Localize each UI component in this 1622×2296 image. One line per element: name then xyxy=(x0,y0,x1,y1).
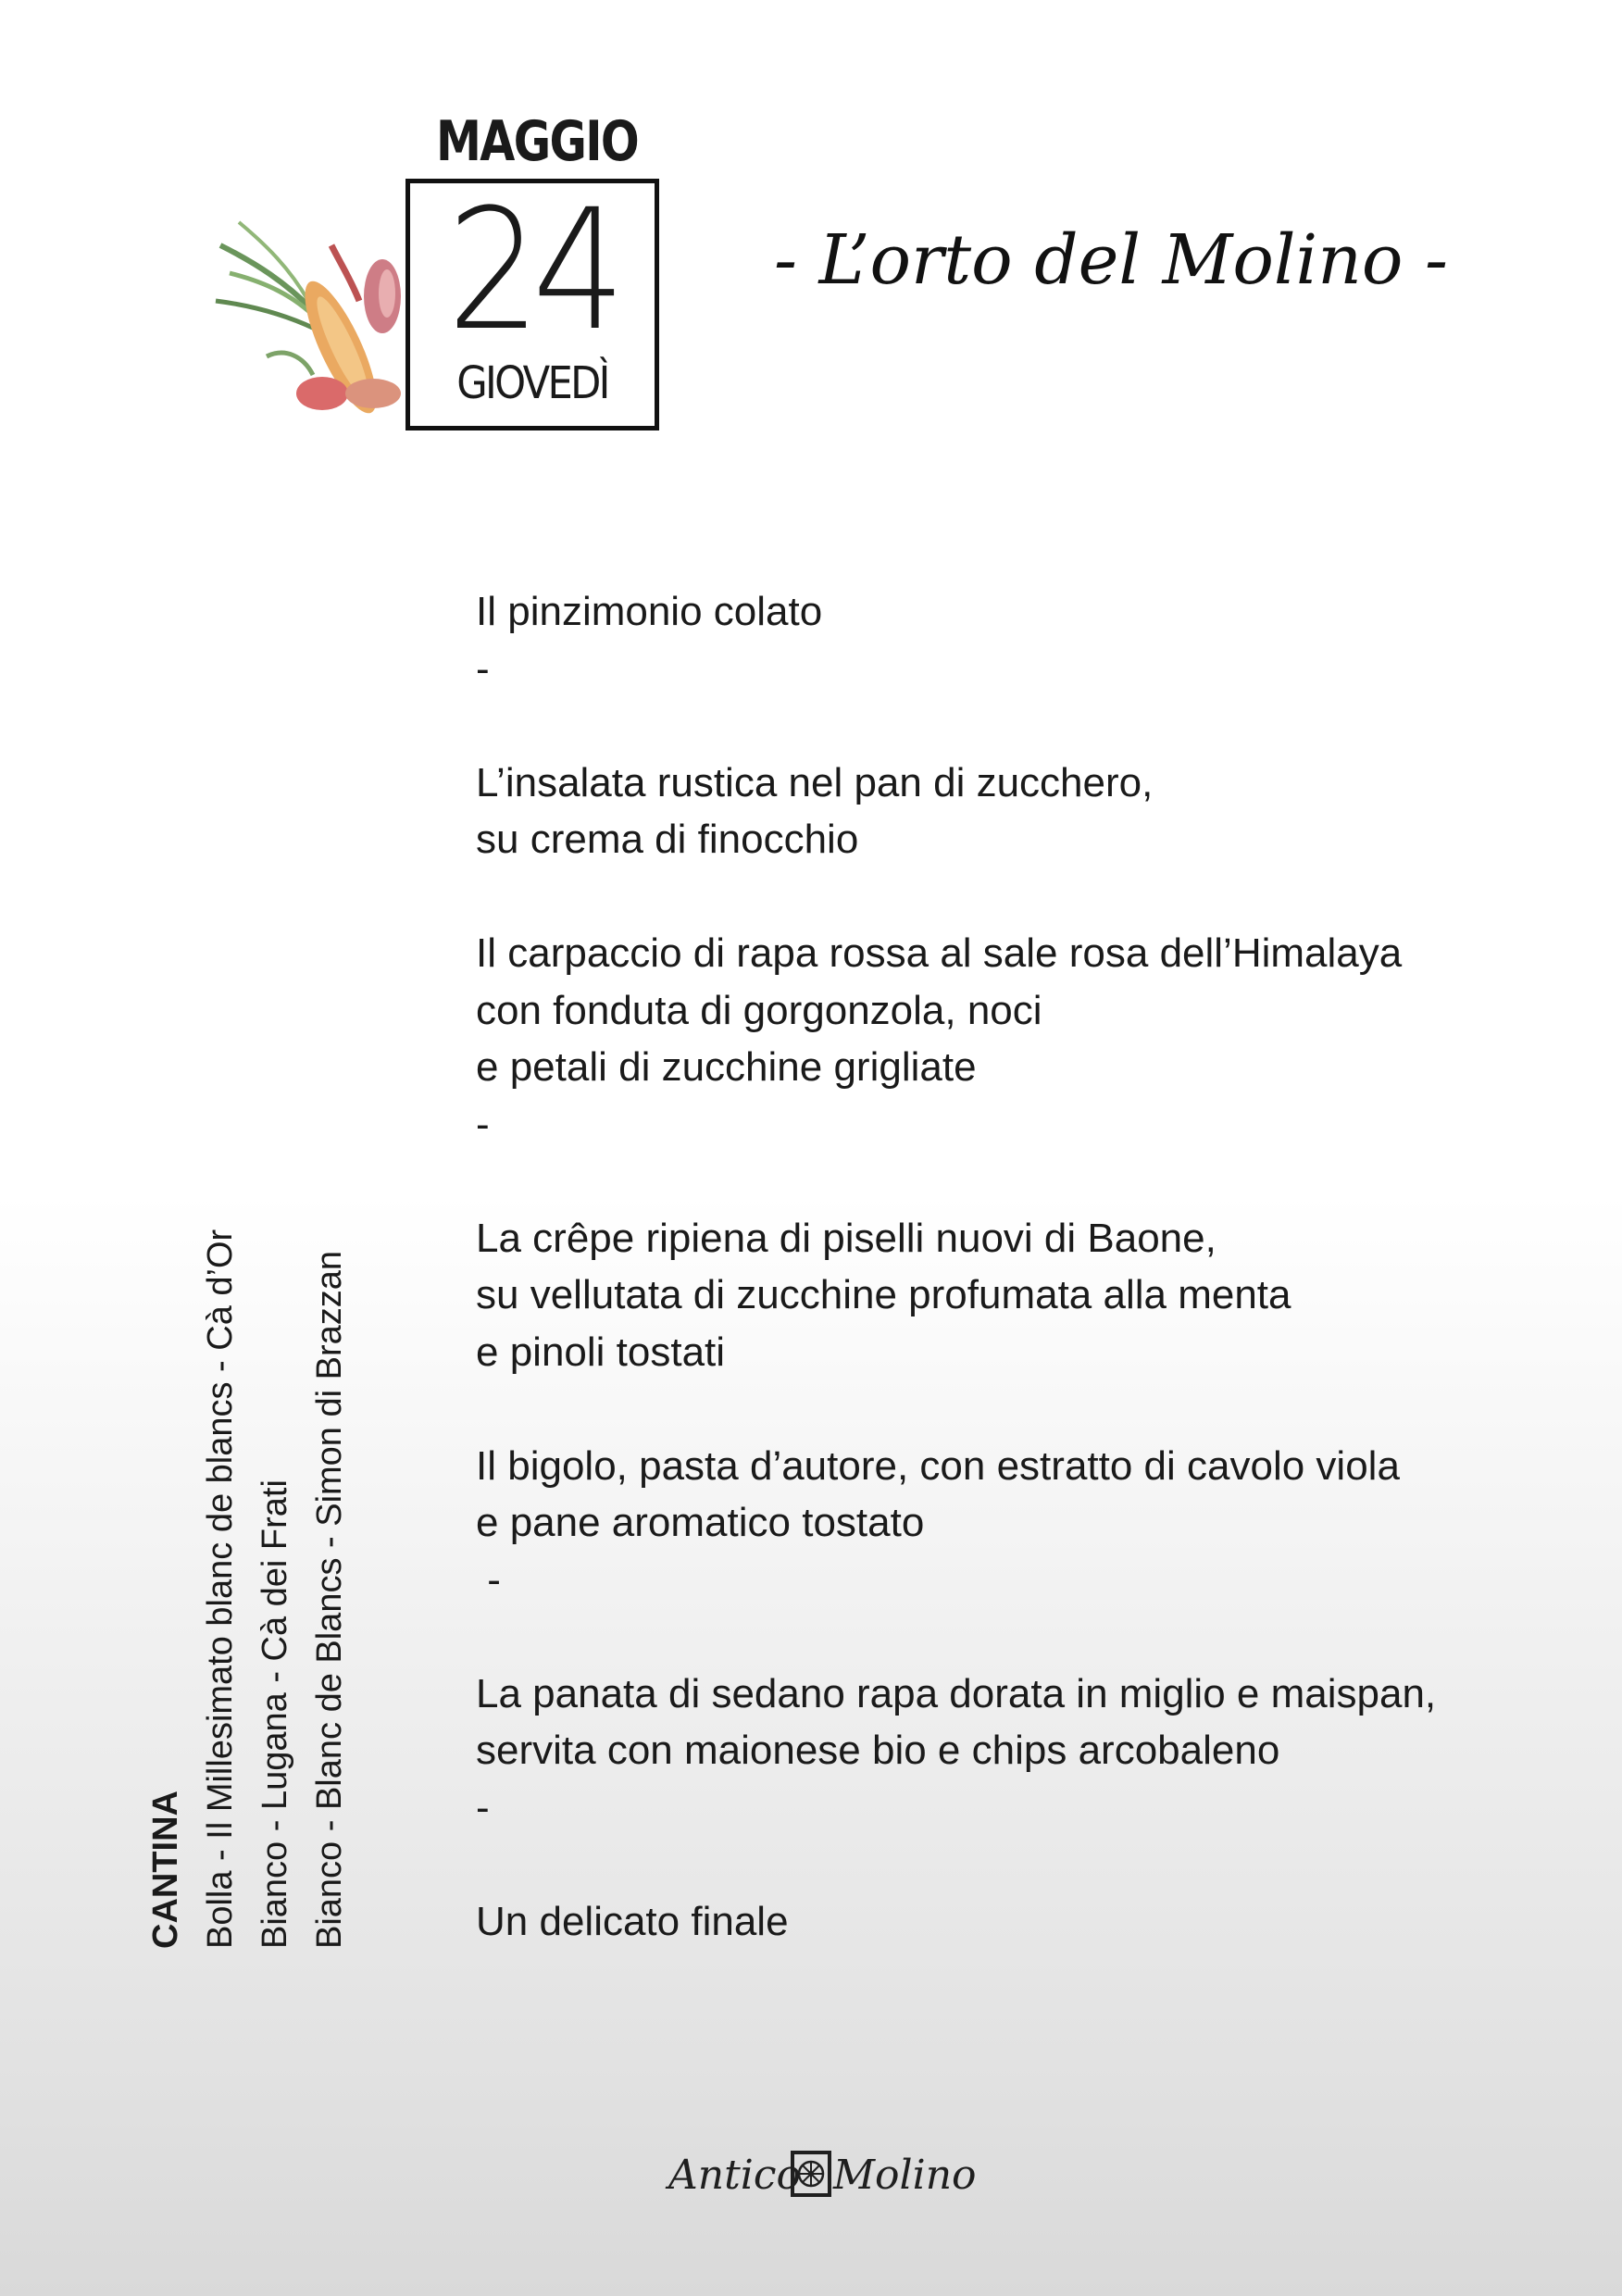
antico-molino-logo xyxy=(657,2146,977,2211)
menu-line: su vellutata di zucchine profumata alla menta xyxy=(476,1272,1291,1317)
menu-line: e petali di zucchine grigliate xyxy=(476,1044,977,1090)
menu-separator: - xyxy=(476,1556,501,1603)
menu-line: La panata di sedano rapa dorata in miglio e maispan, xyxy=(476,1670,1437,1716)
menu-line: con fonduta di gorgonzola, noci xyxy=(476,987,1042,1033)
mill-wheel-icon xyxy=(790,2148,832,2200)
menu-line: Il bigolo, pasta d’autore, con estratto di cavolo viola xyxy=(476,1442,1400,1489)
menu-line xyxy=(476,1380,1568,1438)
menu-list xyxy=(476,583,1568,1950)
logo-word-molino: Molino xyxy=(833,2152,977,2199)
logo-word-antico: Antico xyxy=(668,2152,801,2199)
menu-line xyxy=(476,1153,1568,1210)
wine-item: Bolla - Il Millesimato blanc de blancs - Cà d’Or xyxy=(201,1229,240,1949)
menu-line xyxy=(476,697,1568,755)
menu-line: servita con maionese bio e chips arcobaleno xyxy=(476,1728,1280,1773)
menu-separator: - xyxy=(476,1101,490,1147)
menu-line: La crêpe ripiena di piselli nuovi di Baone, xyxy=(476,1215,1216,1261)
wine-item: Bianco - Blanc de Blancs - Simon di Brazzan xyxy=(310,1250,349,1949)
cantina-section xyxy=(139,1208,361,1949)
menu-line: Il pinzimonio colato xyxy=(476,589,823,634)
vegetables-illustration xyxy=(211,208,410,430)
menu-line: e pinoli tostati xyxy=(476,1329,726,1375)
day-number: 24 xyxy=(447,174,618,368)
menu-line: e pane aromatico tostato xyxy=(476,1500,925,1545)
menu-line xyxy=(476,868,1568,926)
menu-line: su crema di finocchio xyxy=(476,817,859,862)
menu-line: L’insalata rustica nel pan di zucchero, xyxy=(476,759,1154,805)
menu-line xyxy=(476,1836,1568,1893)
month-label: MAGGIO xyxy=(435,109,639,174)
date-box xyxy=(406,174,659,430)
menu-title: - L’orto del Molino - xyxy=(774,220,1448,300)
menu-line xyxy=(476,1608,1568,1666)
menu-line: Il carpaccio di rapa rossa al sale rosa dell’Himalaya xyxy=(476,930,1403,976)
menu-line: Un delicato finale xyxy=(476,1898,789,1944)
cantina-heading: CANTINA xyxy=(146,1791,185,1949)
weekday-label: GIOVEDÌ xyxy=(456,357,608,409)
menu-separator: - xyxy=(476,1784,490,1830)
wine-item: Bianco - Lugana - Cà dei Frati xyxy=(256,1479,294,1949)
menu-separator: - xyxy=(476,645,490,692)
